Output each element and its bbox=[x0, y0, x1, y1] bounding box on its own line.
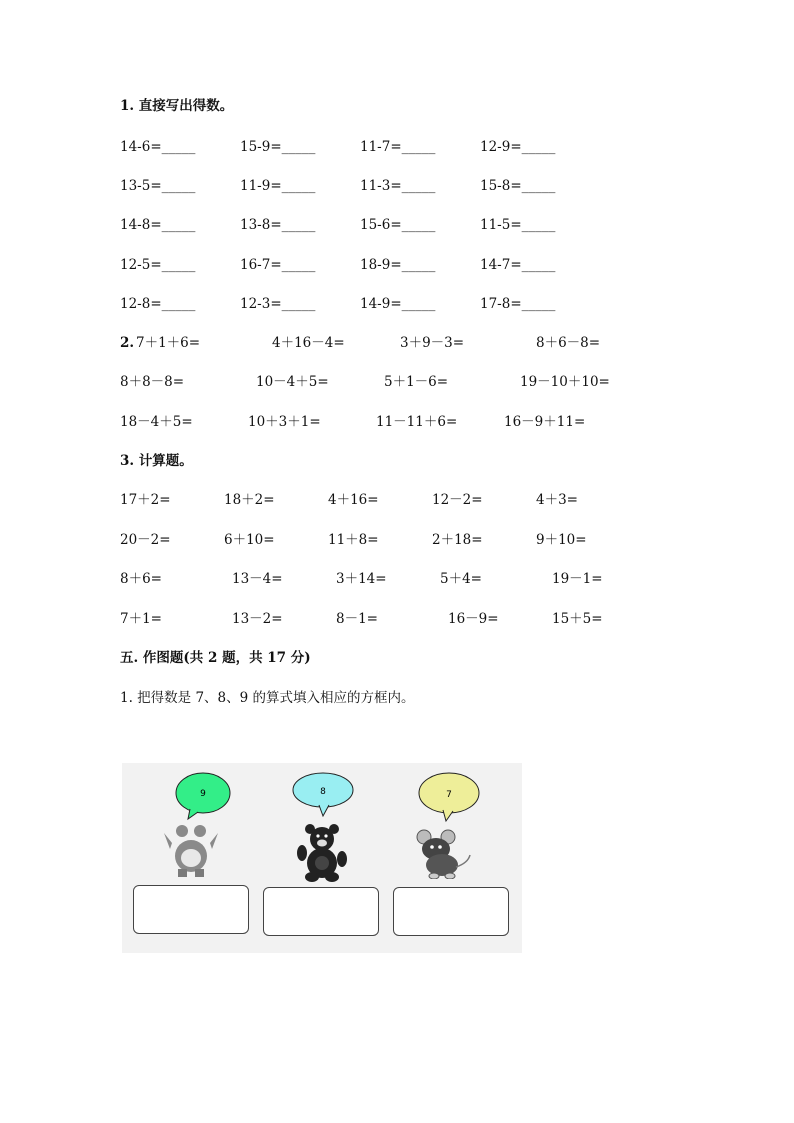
s3-item: 7＋1= bbox=[120, 611, 162, 627]
s1-item: 12-9=_____ bbox=[480, 139, 556, 155]
s2-row bbox=[0, 333, 794, 353]
s3-item: 13－4= bbox=[232, 571, 283, 587]
s1-item: 14-6=_____ bbox=[120, 139, 196, 155]
s3-item: 2＋18= bbox=[432, 532, 483, 548]
s3-item: 15＋5= bbox=[552, 611, 603, 627]
svg-text:9: 9 bbox=[200, 789, 206, 799]
s2-item: 8＋6－8= bbox=[536, 335, 601, 351]
s2-item: 16－9＋11= bbox=[504, 414, 586, 430]
s3-item: 3＋14= bbox=[336, 571, 387, 587]
black-bear-icon bbox=[292, 823, 352, 883]
s3-item: 18＋2= bbox=[224, 492, 275, 508]
s1-row bbox=[0, 215, 794, 235]
answer-box-9[interactable] bbox=[133, 885, 249, 934]
s1-item: 18-9=_____ bbox=[360, 257, 436, 273]
s1-item: 11-3=_____ bbox=[360, 178, 436, 194]
s1-item: 15-6=_____ bbox=[360, 217, 436, 233]
s2-row bbox=[0, 412, 794, 432]
s1-item: 14-7=_____ bbox=[480, 257, 556, 273]
s1-item: 11-7=_____ bbox=[360, 139, 436, 155]
s1-item: 12-8=_____ bbox=[120, 296, 196, 312]
s2-item: 3＋9－3= bbox=[400, 335, 465, 351]
s1-item: 12-5=_____ bbox=[120, 257, 196, 273]
s3-item: 11＋8= bbox=[328, 532, 379, 548]
s1-item: 13-5=_____ bbox=[120, 178, 196, 194]
s2-item: 10－4＋5= bbox=[256, 374, 329, 390]
s3-item: 8＋6= bbox=[120, 571, 162, 587]
s3-item: 12－2= bbox=[432, 492, 483, 508]
s2-item: 8＋8－8= bbox=[120, 374, 185, 390]
s3-item: 13－2= bbox=[232, 611, 283, 627]
s1-item: 15-8=_____ bbox=[480, 178, 556, 194]
s3-row bbox=[0, 609, 794, 629]
s3-row bbox=[0, 569, 794, 589]
s2-item: 19－10＋10= bbox=[520, 374, 610, 390]
s1-item: 17-8=_____ bbox=[480, 296, 556, 312]
speech-bubble-9 bbox=[174, 771, 232, 821]
spotted-mouse-icon bbox=[412, 827, 472, 879]
speech-bubble-7 bbox=[417, 771, 481, 823]
s1-item: 14-8=_____ bbox=[120, 217, 196, 233]
s3-item: 4＋3= bbox=[536, 492, 578, 508]
s1-item: 11-9=_____ bbox=[240, 178, 316, 194]
s1-row bbox=[0, 176, 794, 196]
s1-item: 12-3=_____ bbox=[240, 296, 316, 312]
svg-text:8: 8 bbox=[320, 787, 326, 797]
s3-item: 17＋2= bbox=[120, 492, 171, 508]
s2-item: 18－4＋5= bbox=[120, 414, 193, 430]
s3-item: 16－9= bbox=[448, 611, 499, 627]
s3-item: 4＋16= bbox=[328, 492, 379, 508]
answer-box-7[interactable] bbox=[393, 887, 509, 936]
s2-item: 4＋16－4= bbox=[272, 335, 345, 351]
svg-text:7: 7 bbox=[446, 790, 452, 800]
s3-row bbox=[0, 530, 794, 550]
s2-item: 10＋3＋1= bbox=[248, 414, 321, 430]
s1-item: 16-7=_____ bbox=[240, 257, 316, 273]
section1-title: 1. 直接写出得数。 bbox=[120, 98, 234, 114]
s1-item: 15-9=_____ bbox=[240, 139, 316, 155]
s1-row bbox=[0, 137, 794, 157]
s1-item: 11-5=_____ bbox=[480, 217, 556, 233]
s1-row bbox=[0, 255, 794, 275]
s3-row bbox=[0, 490, 794, 510]
s1-item: 13-8=_____ bbox=[240, 217, 316, 233]
answer-figure bbox=[122, 763, 522, 953]
s2-item: 5＋1－6= bbox=[384, 374, 449, 390]
s3-item: 8－1= bbox=[336, 611, 378, 627]
s3-item: 6＋10= bbox=[224, 532, 275, 548]
s2-row bbox=[0, 372, 794, 392]
s3-item: 20－2= bbox=[120, 532, 171, 548]
grey-animal-icon bbox=[160, 823, 222, 879]
section5-q1: 1. 把得数是 7、8、9 的算式填入相应的方框内。 bbox=[120, 690, 415, 706]
s1-row bbox=[0, 294, 794, 314]
s3-item: 19－1= bbox=[552, 571, 603, 587]
answer-box-8[interactable] bbox=[263, 887, 379, 936]
s1-item: 14-9=_____ bbox=[360, 296, 436, 312]
s2-item: 11－11＋6= bbox=[376, 414, 458, 430]
section2-number: 2. bbox=[120, 335, 135, 351]
speech-bubble-8 bbox=[291, 771, 355, 817]
section5-heading: 五. 作图题(共 2 题，共 17 分) bbox=[120, 650, 311, 666]
s3-item: 9＋10= bbox=[536, 532, 587, 548]
s3-item: 5＋4= bbox=[440, 571, 482, 587]
s2-item: 7＋1＋6= bbox=[136, 335, 201, 351]
section3-title: 3. 计算题。 bbox=[120, 453, 193, 469]
